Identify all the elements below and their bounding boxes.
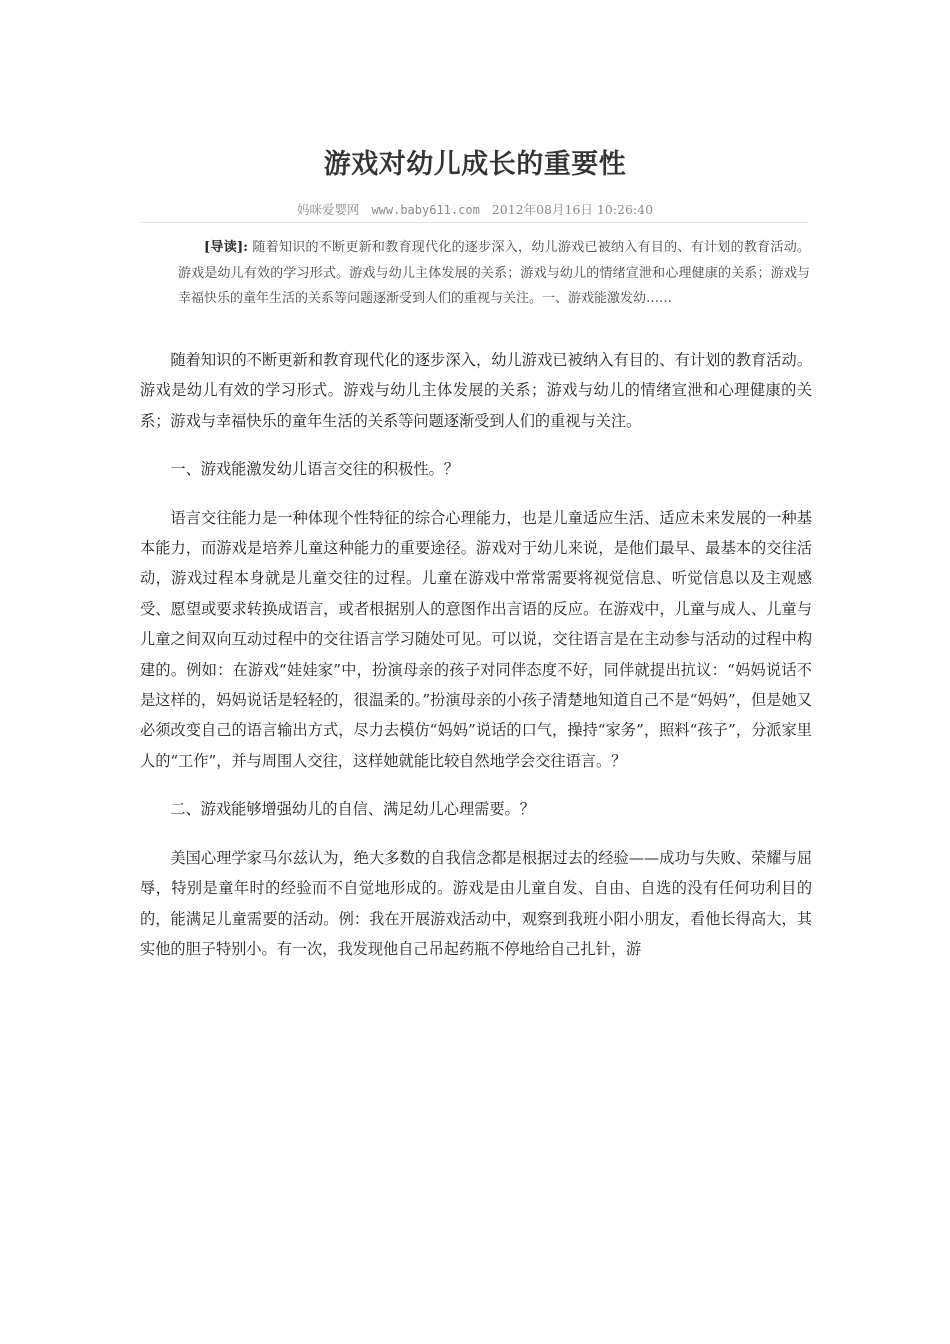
meta-divider <box>140 222 808 223</box>
source-name: 妈咪爱婴网 <box>296 202 360 217</box>
article-intro <box>178 235 810 312</box>
publish-datetime: 2012年08月16日 10:26:40 <box>491 202 654 217</box>
section-heading: 二、游戏能够增强幼儿的自信、满足幼儿心理需要。？ <box>170 800 535 819</box>
body-paragraph: 语言交往能力是一种体现个性特征的综合心理能力，也是儿童适应生活、适应未来发展的一种基本能力，而游戏是培养儿童这种能力的重要途径。游戏对于幼儿来说，是他们最早、最基本的交往活动，游戏过程本身就是儿童交往的过程。儿童在游戏中常常需要将视觉信息、听觉信息以及主观感受、愿望或要求转换成语言，或者根据别人的意图作出言语的反应。在游戏中，儿童与成人、儿童与儿童之间双向互动过程中的交往语言学习随处可见。可以说，交往语言是在主动参与活动的过程中构建的。例如：在游戏“娃娃家”中，扮演母亲的孩子对同伴态度不好，同伴就提出抗议：“妈妈说话不是这样的，妈妈说话是轻轻的，很温柔的。”扮演母亲的小孩子清楚地知道自己不是“妈妈”，但是她又必须改变自己的语言输出方式，尽力去模仿“妈妈”说话的口气，操持“家务”，照料“孩子”，分派家里人的“工作”，并与周围人交往，这样她就能比较自然地学会交往语言。？ <box>140 508 812 770</box>
article-meta <box>0 200 950 218</box>
section-heading: 一、游戏能激发幼儿语言交往的积极性。？ <box>170 460 459 479</box>
source-url: www.baby611.com <box>371 203 480 217</box>
intro-text: 随着知识的不断更新和教育现代化的逐步深入，幼儿游戏已被纳入有目的、有计划的教育活动。游戏是幼儿有效的学习形式。游戏与幼儿主体发展的关系；游戏与幼儿的情绪宣泄和心理健康的关系；游戏与幸福快乐的童年生活的关系等问题逐渐受到人们的重视与关注。一、游戏能激发幼…… <box>178 240 810 306</box>
body-paragraph: 美国心理学家马尔兹认为，绝大多数的自我信念都是根据过去的经验——成功与失败、荣耀与屈辱，特别是童年时的经验而不自觉地形成的。游戏是由儿童自发、自由、自选的没有任何功利目的的，能满足儿童需要的活动。例：我在开展游戏活动中，观察到我班小阳小朋友，看他长得高大，其实他的胆子特别小。有一次，我发现他自己吊起药瓶不停地给自己扎针，游 <box>140 848 812 958</box>
body-paragraph: 随着知识的不断更新和教育现代化的逐步深入，幼儿游戏已被纳入有目的、有计划的教育活动。游戏是幼儿有效的学习形式。游戏与幼儿主体发展的关系；游戏与幼儿的情绪宣泄和心理健康的关系；游戏与幸福快乐的童年生活的关系等问题逐渐受到人们的重视与关注。 <box>140 351 812 430</box>
intro-label: [导读]: <box>204 240 248 255</box>
article-title: 游戏对幼儿成长的重要性 <box>323 149 627 180</box>
article-body <box>140 345 812 982</box>
